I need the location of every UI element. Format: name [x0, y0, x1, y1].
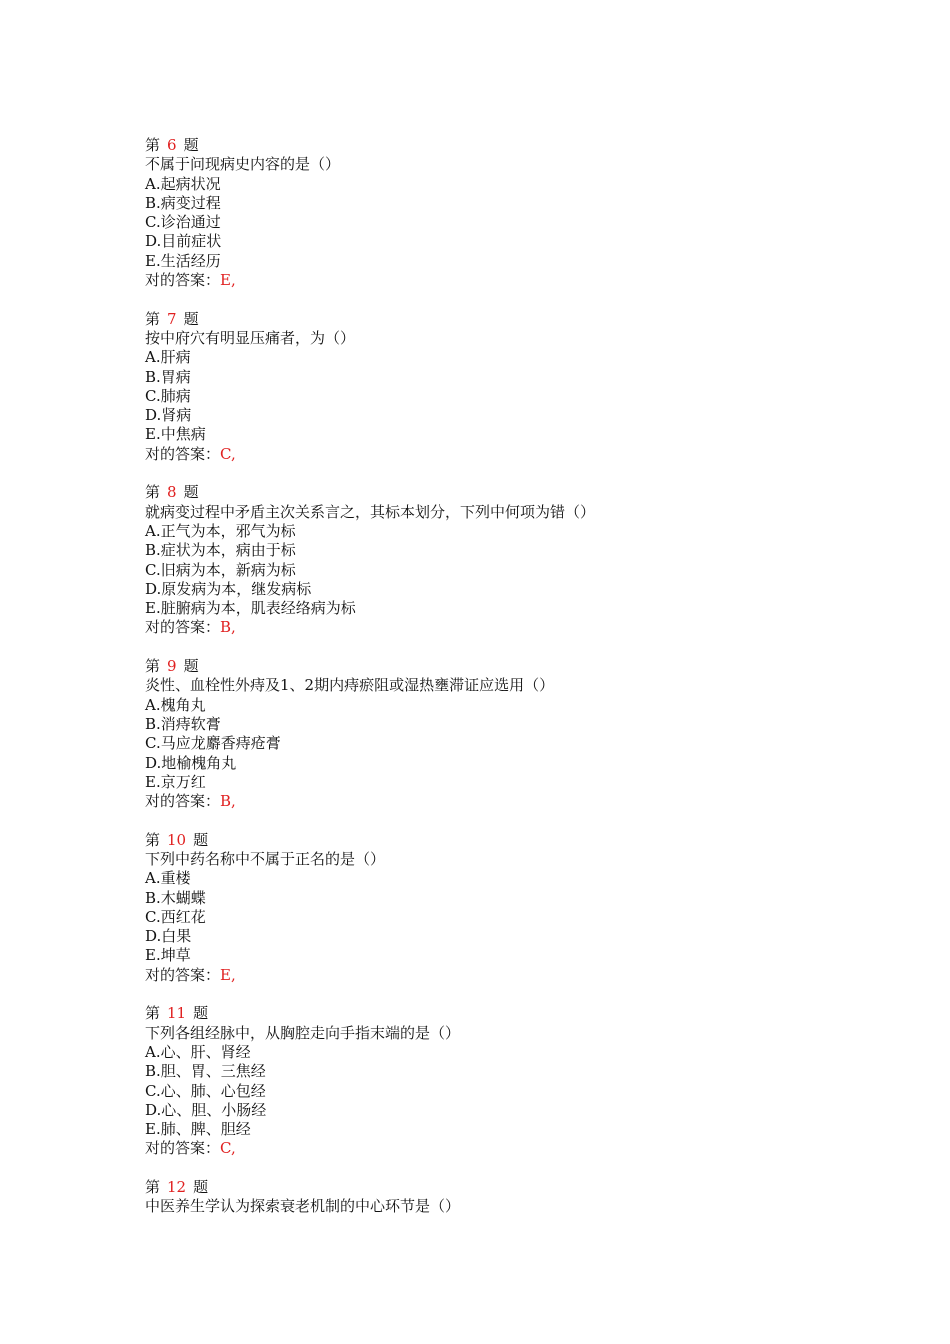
answer-line [145, 618, 905, 637]
answer-label: 对的答案： [145, 271, 221, 290]
question-suffix: 题 [183, 136, 199, 154]
answer-option: A.正气为本，邪气为标 [145, 521, 296, 540]
question-suffix: 题 [193, 1178, 209, 1197]
correct-answer: B, [220, 792, 236, 811]
question-heading [145, 483, 905, 502]
question-number: 8 [167, 483, 177, 502]
answer-option: D.心、胆、小肠经 [145, 1100, 267, 1119]
answer-line [145, 792, 905, 811]
answer-option: B.消痔软膏 [145, 714, 221, 733]
question-text: 中医养生学认为探索衰老机制的中心环节是（） [145, 1197, 461, 1216]
answer-line [145, 271, 905, 290]
question-heading [145, 136, 905, 155]
answer-option: A.起病状况 [145, 174, 221, 193]
question-text: 就病变过程中矛盾主次关系言之，其标本划分，下列中何项为错（） [145, 502, 596, 521]
question-suffix: 题 [193, 1004, 209, 1023]
question-block [145, 1004, 905, 1158]
answer-option: C.诊治通过 [145, 213, 221, 232]
answer-option: E.生活经历 [145, 251, 221, 270]
question-prefix: 第 [145, 309, 161, 328]
answer-option: A.心、肝、肾经 [145, 1042, 251, 1061]
answer-label: 对的答案： [145, 1139, 221, 1158]
question-text: 不属于问现病史内容的是（） [145, 155, 341, 174]
question-heading [145, 310, 905, 329]
question-suffix: 题 [183, 483, 199, 502]
answer-option: E.脏腑病为本，肌表经络病为标 [145, 599, 356, 618]
answer-option: D.原发病为本，继发病标 [145, 579, 312, 598]
question-heading [145, 831, 905, 850]
answer-option: D.地榆槐角丸 [145, 753, 237, 772]
answer-option: E.坤草 [145, 946, 191, 965]
question-block [145, 831, 905, 985]
question-prefix: 第 [145, 830, 161, 849]
answer-option: D.目前症状 [145, 232, 222, 251]
answer-label: 对的答案： [145, 965, 221, 984]
question-number: 6 [167, 136, 177, 154]
question-block [145, 136, 905, 290]
answer-option: B.木蝴蝶 [145, 888, 206, 907]
question-text: 炎性、血栓性外痔及1、2期内痔瘀阻或湿热壅滞证应选用（） [145, 676, 555, 695]
answer-option: C.心、肺、心包经 [145, 1081, 266, 1100]
question-suffix: 题 [183, 657, 199, 676]
question-text: 下列各组经脉中，从胸腔走向手指末端的是（） [145, 1023, 461, 1042]
question-prefix: 第 [145, 1178, 161, 1197]
answer-option: C.西红花 [145, 907, 206, 926]
answer-label: 对的答案： [145, 792, 221, 811]
question-heading [145, 1178, 905, 1197]
question-prefix: 第 [145, 657, 161, 676]
answer-option: B.胆、胃、三焦经 [145, 1062, 266, 1081]
answer-option: C.肺病 [145, 386, 191, 405]
answer-option: A.肝病 [145, 348, 191, 367]
question-number: 9 [167, 657, 177, 676]
question-prefix: 第 [145, 1004, 161, 1023]
answer-option: C.旧病为本，新病为标 [145, 560, 296, 579]
question-number: 10 [167, 830, 187, 849]
answer-label: 对的答案： [145, 618, 221, 637]
answer-option: A.重楼 [145, 869, 191, 888]
answer-option: B.病变过程 [145, 193, 221, 212]
question-block [145, 657, 905, 811]
question-block [145, 310, 905, 464]
answer-option: E.中焦病 [145, 425, 206, 444]
question-heading [145, 657, 905, 676]
question-prefix: 第 [145, 136, 161, 154]
answer-option: E.肺、脾、胆经 [145, 1120, 251, 1139]
answer-option: B.胃病 [145, 367, 191, 386]
document-body [145, 136, 905, 1236]
question-number: 7 [167, 309, 177, 328]
question-prefix: 第 [145, 483, 161, 502]
correct-answer: C, [220, 444, 236, 463]
question-text: 按中府穴有明显压痛者，为（） [145, 328, 356, 347]
question-text: 下列中药名称中不属于正名的是（） [145, 849, 386, 868]
answer-option: D.肾病 [145, 406, 192, 425]
answer-option: D.白果 [145, 927, 192, 946]
question-number: 12 [167, 1178, 187, 1197]
correct-answer: B, [220, 618, 236, 637]
correct-answer: E, [220, 271, 236, 290]
question-suffix: 题 [193, 830, 209, 849]
answer-line [145, 445, 905, 464]
question-block [145, 1178, 905, 1217]
question-number: 11 [167, 1004, 187, 1023]
answer-option: C.马应龙麝香痔疮膏 [145, 734, 281, 753]
question-suffix: 题 [183, 309, 199, 328]
answer-option: A.槐角丸 [145, 695, 206, 714]
answer-label: 对的答案： [145, 444, 221, 463]
correct-answer: C, [220, 1139, 236, 1158]
question-heading [145, 1004, 905, 1023]
answer-line [145, 966, 905, 985]
answer-option: B.症状为本，病由于标 [145, 541, 296, 560]
question-block [145, 483, 905, 637]
correct-answer: E, [220, 965, 236, 984]
answer-line [145, 1139, 905, 1158]
answer-option: E.京万红 [145, 772, 206, 791]
